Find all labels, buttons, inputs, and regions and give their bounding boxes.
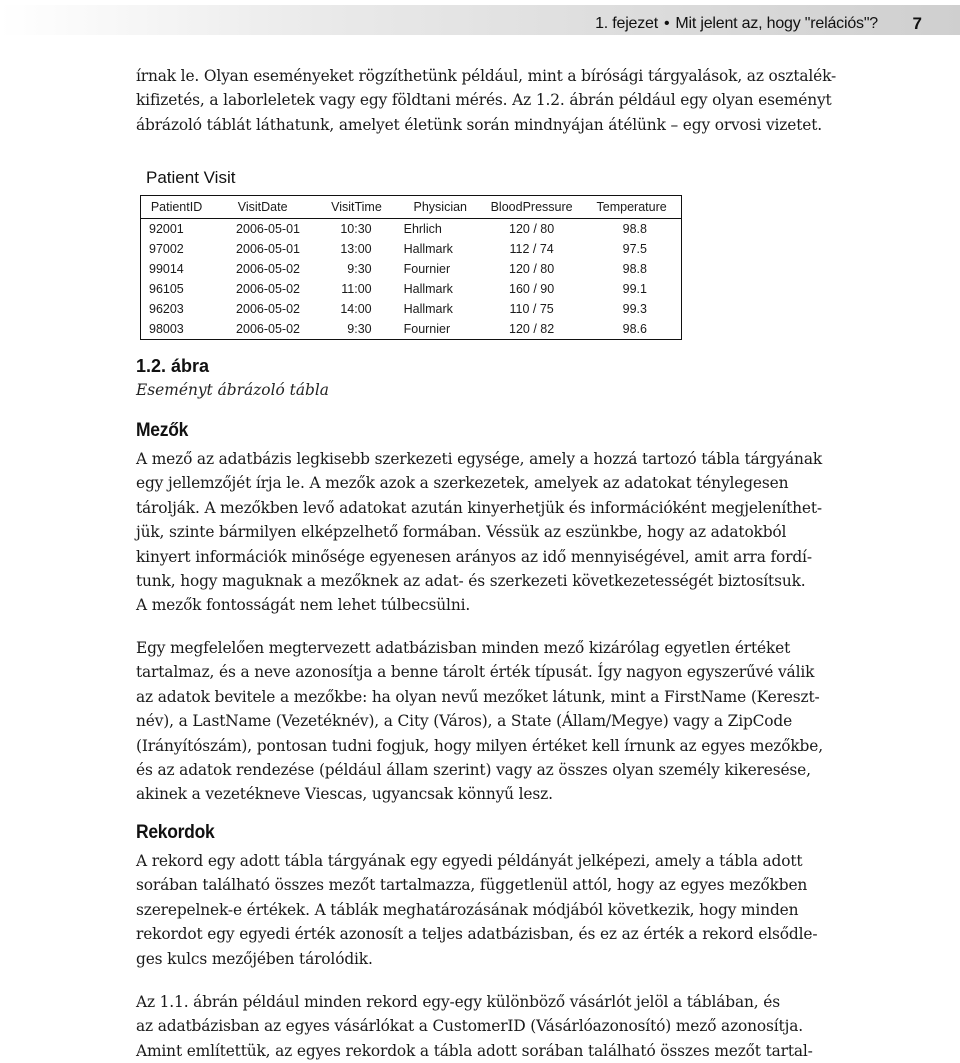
text-line: kinyert információk minősége egyenesen arányos az idő mennyiségével, amit arra fordí- <box>136 547 812 566</box>
table-row <box>141 299 682 319</box>
column-header: PatientID <box>141 196 213 219</box>
patient-id-cell: 96203 <box>149 302 184 316</box>
figure-table-title: Patient Visit <box>146 168 236 187</box>
text-line: A rekord egy adott tábla tárgyának egy egyedi példányát jelképezi, amely a tábla adott <box>136 852 803 870</box>
text-line: kifizetés, a laborleletek vagy egy földtani mérés. Az 1.2. ábrán például egy olyan eseményt <box>136 91 832 110</box>
text-line: (Irányítószám), pontosan tudni fogjuk, hogy milyen értéket kell írnunk az egyes mezőkbe, <box>136 736 823 755</box>
text-line: Az 1.1. ábrán például minden rekord egy-egy különböző vásárlót jelöl a táblában, és <box>136 993 780 1011</box>
figure-caption: Eseményt ábrázoló tábla <box>136 381 329 399</box>
physician-cell: Hallmark <box>403 302 453 316</box>
fields-paragraph-1 <box>136 447 871 618</box>
text-line: rekordot egy egyedi érték azonosít a teljes adatbázisban, és ez az érték a rekord elsődle- <box>136 925 818 944</box>
patient-id-cell: 99014 <box>149 262 184 276</box>
text-line: tartalmaz, és a neve azonosítja a benne tárolt érték típusát. Így nagyon egyszerűvé válik <box>136 663 815 682</box>
table-header-row <box>141 196 682 219</box>
header-separator: • <box>664 15 670 32</box>
temperature-cell: 99.1 <box>622 282 647 296</box>
running-header <box>0 5 960 35</box>
section-heading-fields: Mezők <box>136 420 189 441</box>
patient-id-cell: 97002 <box>149 242 184 256</box>
temperature-cell: 98.6 <box>622 322 647 336</box>
text-line: A mezők fontosságát nem lehet túlbecsülni. <box>136 596 471 615</box>
physician-cell: Hallmark <box>403 282 453 296</box>
physician-cell: Hallmark <box>403 242 453 256</box>
text-line: ábrázoló táblát láthatunk, amelyet életünk során mindnyájan átélünk – egy orvosi vizetet. <box>136 115 822 134</box>
temperature-cell: 98.8 <box>622 262 647 276</box>
patient-id-cell: 98003 <box>149 322 184 336</box>
column-header: Physician <box>400 196 481 219</box>
table-row <box>141 219 682 240</box>
visit-date-cell: 2006-05-01 <box>236 222 300 236</box>
text-line: sorában található összes mezőt tartalmazza, függetlenül attól, hogy az egyes mezőkben <box>136 876 808 895</box>
visit-time-cell: 9:30 <box>347 322 372 336</box>
column-header: VisitDate <box>212 196 313 219</box>
blood-pressure-cell: 160 / 90 <box>509 282 555 296</box>
blood-pressure-cell: 120 / 80 <box>509 222 555 236</box>
running-header-text <box>595 15 878 33</box>
records-paragraph-1 <box>136 849 871 971</box>
table-row <box>141 319 682 340</box>
text-line: írnak le. Olyan eseményeket rögzíthetünk például, mint a bírósági tárgyalások, az osztalék- <box>136 67 837 85</box>
table-row <box>141 239 682 259</box>
visit-date-cell: 2006-05-01 <box>236 242 300 256</box>
records-paragraph-2 <box>136 990 871 1063</box>
physician-cell: Fournier <box>403 262 451 276</box>
intro-paragraph <box>136 64 871 137</box>
column-header: BloodPressure <box>481 196 582 219</box>
blood-pressure-cell: 120 / 82 <box>509 322 555 336</box>
section-heading-records: Rekordok <box>136 822 215 843</box>
table-row <box>141 279 682 299</box>
fields-paragraph-2 <box>136 636 871 807</box>
table-row <box>141 259 682 279</box>
visit-date-cell: 2006-05-02 <box>236 322 300 336</box>
page-number: 7 <box>912 14 922 33</box>
visit-time-cell: 14:00 <box>340 302 372 316</box>
text-line: név), a LastName (Vezetéknév), a City (Város), a State (Állam/Megye) vagy a ZipCode <box>136 712 793 731</box>
visit-time-cell: 10:30 <box>340 222 372 236</box>
column-header: VisitTime <box>313 196 399 219</box>
text-line: az adatbázisban az egyes vásárlókat a CustomerID (Vásárlóazonosító) mező azonosítja. <box>136 1017 803 1036</box>
figure-number: 1.2. ábra <box>136 356 210 376</box>
chapter-label: 1. fejezet <box>595 15 658 32</box>
text-line: és az adatok rendezése (például állam szerint) vagy az összes olyan személy kikeresése, <box>136 761 811 780</box>
visit-date-cell: 2006-05-02 <box>236 262 300 276</box>
patient-id-cell: 96105 <box>149 282 184 296</box>
visit-date-cell: 2006-05-02 <box>236 302 300 316</box>
physician-cell: Fournier <box>403 322 451 336</box>
visit-date-cell: 2006-05-02 <box>236 282 300 296</box>
patient-visit-table <box>140 195 682 340</box>
text-line: szerepelnek-e értékek. A táblák meghatározásának módjából következik, hogy minden <box>136 900 799 919</box>
blood-pressure-cell: 112 / 74 <box>509 242 554 256</box>
text-line: akinek a vezetékneve Viescas, ugyancsak könnyű lesz. <box>136 785 553 804</box>
text-line: tunk, hogy maguknak a mezőknek az adat- és szerkezeti következetességét biztosítsuk. <box>136 572 806 591</box>
physician-cell: Ehrlich <box>403 222 442 236</box>
visit-time-cell: 11:00 <box>341 282 372 296</box>
blood-pressure-cell: 110 / 75 <box>509 302 554 316</box>
text-line: egy jellemzőjét írja le. A mezők azok a szerkezetek, amelyek az adatokat ténylegesen <box>136 474 789 493</box>
patient-id-cell: 92001 <box>149 222 184 236</box>
temperature-cell: 97.5 <box>622 242 647 256</box>
temperature-cell: 99.3 <box>622 302 647 316</box>
text-line: jük, szinte bármilyen elképzelhető formában. Véssük az eszünkbe, hogy az adatokból <box>136 523 787 542</box>
text-line: A mező az adatbázis legkisebb szerkezeti egysége, amely a hozzá tartozó tábla tárgyának <box>136 450 823 468</box>
column-header: Temperature <box>582 196 681 219</box>
temperature-cell: 98.8 <box>622 222 647 236</box>
text-line: ges kulcs mezőjében tárolódik. <box>136 949 373 968</box>
chapter-title: Mit jelent az, hogy "relációs"? <box>675 15 878 32</box>
text-line: tárolják. A mezőkben levő adatokat azután kinyerhetjük és információként megjeleníthet- <box>136 498 822 517</box>
text-line: az adatok bevitele a mezőkbe: ha olyan nevű mezőket látunk, mint a FirstName (Kereszt- <box>136 687 820 706</box>
blood-pressure-cell: 120 / 80 <box>509 262 555 276</box>
visit-time-cell: 9:30 <box>347 262 372 276</box>
visit-time-cell: 13:00 <box>340 242 372 256</box>
text-line: Amint említettük, az egyes rekordok a tábla adott sorában található összes mezőt tartal- <box>136 1041 813 1060</box>
text-line: Egy megfelelően megtervezett adatbázisban minden mező kizárólag egyetlen értéket <box>136 639 791 657</box>
